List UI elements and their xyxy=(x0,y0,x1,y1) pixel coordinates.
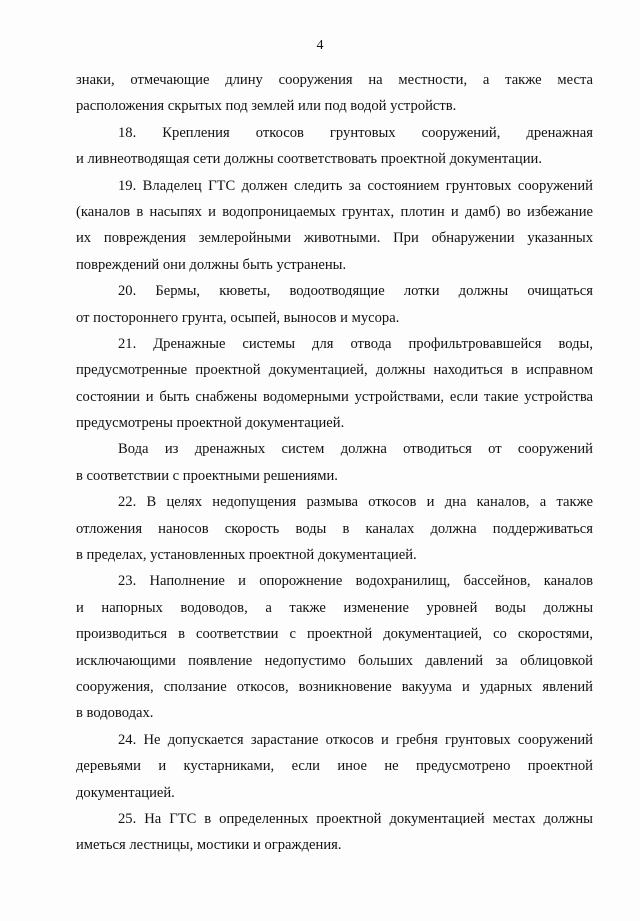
text-line: (каналов в насыпях и водопроницаемых грунтах, плотин и дамб) во избежание xyxy=(76,203,593,220)
text-line: и ливнеотводящая сети должны соответствовать проектной документации. xyxy=(76,151,542,168)
text-line: 22. В целях недопущения размыва откосов и дна каналов, а также xyxy=(118,494,593,511)
text-line: 23. Наполнение и опорожнение водохранилищ, бассейнов, каналов xyxy=(118,573,593,590)
text-line: 19. Владелец ГТС должен следить за состоянием грунтовых сооружений xyxy=(118,177,593,194)
text-line: 20. Бермы, кюветы, водоотводящие лотки должны очищаться xyxy=(118,283,593,300)
text-line: их повреждения землеройными животными. При обнаружении указанных xyxy=(76,230,593,247)
text-line: отложения наносов скорость воды в каналах должна поддерживаться xyxy=(76,520,593,537)
text-line: состоянии и быть снабжены водомерными устройствами, если такие устройства xyxy=(76,388,593,405)
document-body xyxy=(76,67,593,859)
text-line: в водоводах. xyxy=(76,705,154,722)
text-line: производиться в соответствии с проектной документацией, со скоростями, xyxy=(76,626,593,643)
page-number: 4 xyxy=(316,38,324,53)
text-line: Вода из дренажных систем должна отводиться от сооружений xyxy=(118,441,593,458)
text-line: в пределах, установленных проектной документацией. xyxy=(76,547,417,564)
text-line: 21. Дренажные системы для отвода профильтровавшейся воды, xyxy=(118,335,593,352)
text-line: исключающими появление недопустимо больших давлений за облицовкой xyxy=(76,652,593,669)
text-line: 18. Крепления откосов грунтовых сооружений, дренажная xyxy=(118,124,593,141)
text-line: и напорных водоводов, а также изменение уровней воды должны xyxy=(76,599,593,616)
text-line: знаки, отмечающие длину сооружения на местности, а также места xyxy=(76,72,593,88)
text-line: расположения скрытых под землей или под водой устройств. xyxy=(76,98,457,115)
text-line: в соответствии с проектными решениями. xyxy=(76,467,338,484)
text-line: предусмотренные проектной документацией, должны находиться в исправном xyxy=(76,362,593,379)
text-line: документацией. xyxy=(76,784,175,801)
text-line: сооружения, сползание откосов, возникновение вакуума и ударных явлений xyxy=(76,678,593,695)
text-line: деревьями и кустарниками, если иное не предусмотрено проектной xyxy=(76,758,593,775)
text-line: предусмотрены проектной документацией. xyxy=(76,415,345,432)
text-line: от постороннего грунта, осыпей, выносов и мусора. xyxy=(76,309,400,326)
text-line: повреждений они должны быть устранены. xyxy=(76,256,347,273)
text-line: 25. На ГТС в определенных проектной документацией местах должны xyxy=(118,810,593,827)
text-line: 24. Не допускается зарастание откосов и гребня грунтовых сооружений xyxy=(118,731,593,748)
text-line: иметься лестницы, мостики и ограждения. xyxy=(76,837,342,854)
